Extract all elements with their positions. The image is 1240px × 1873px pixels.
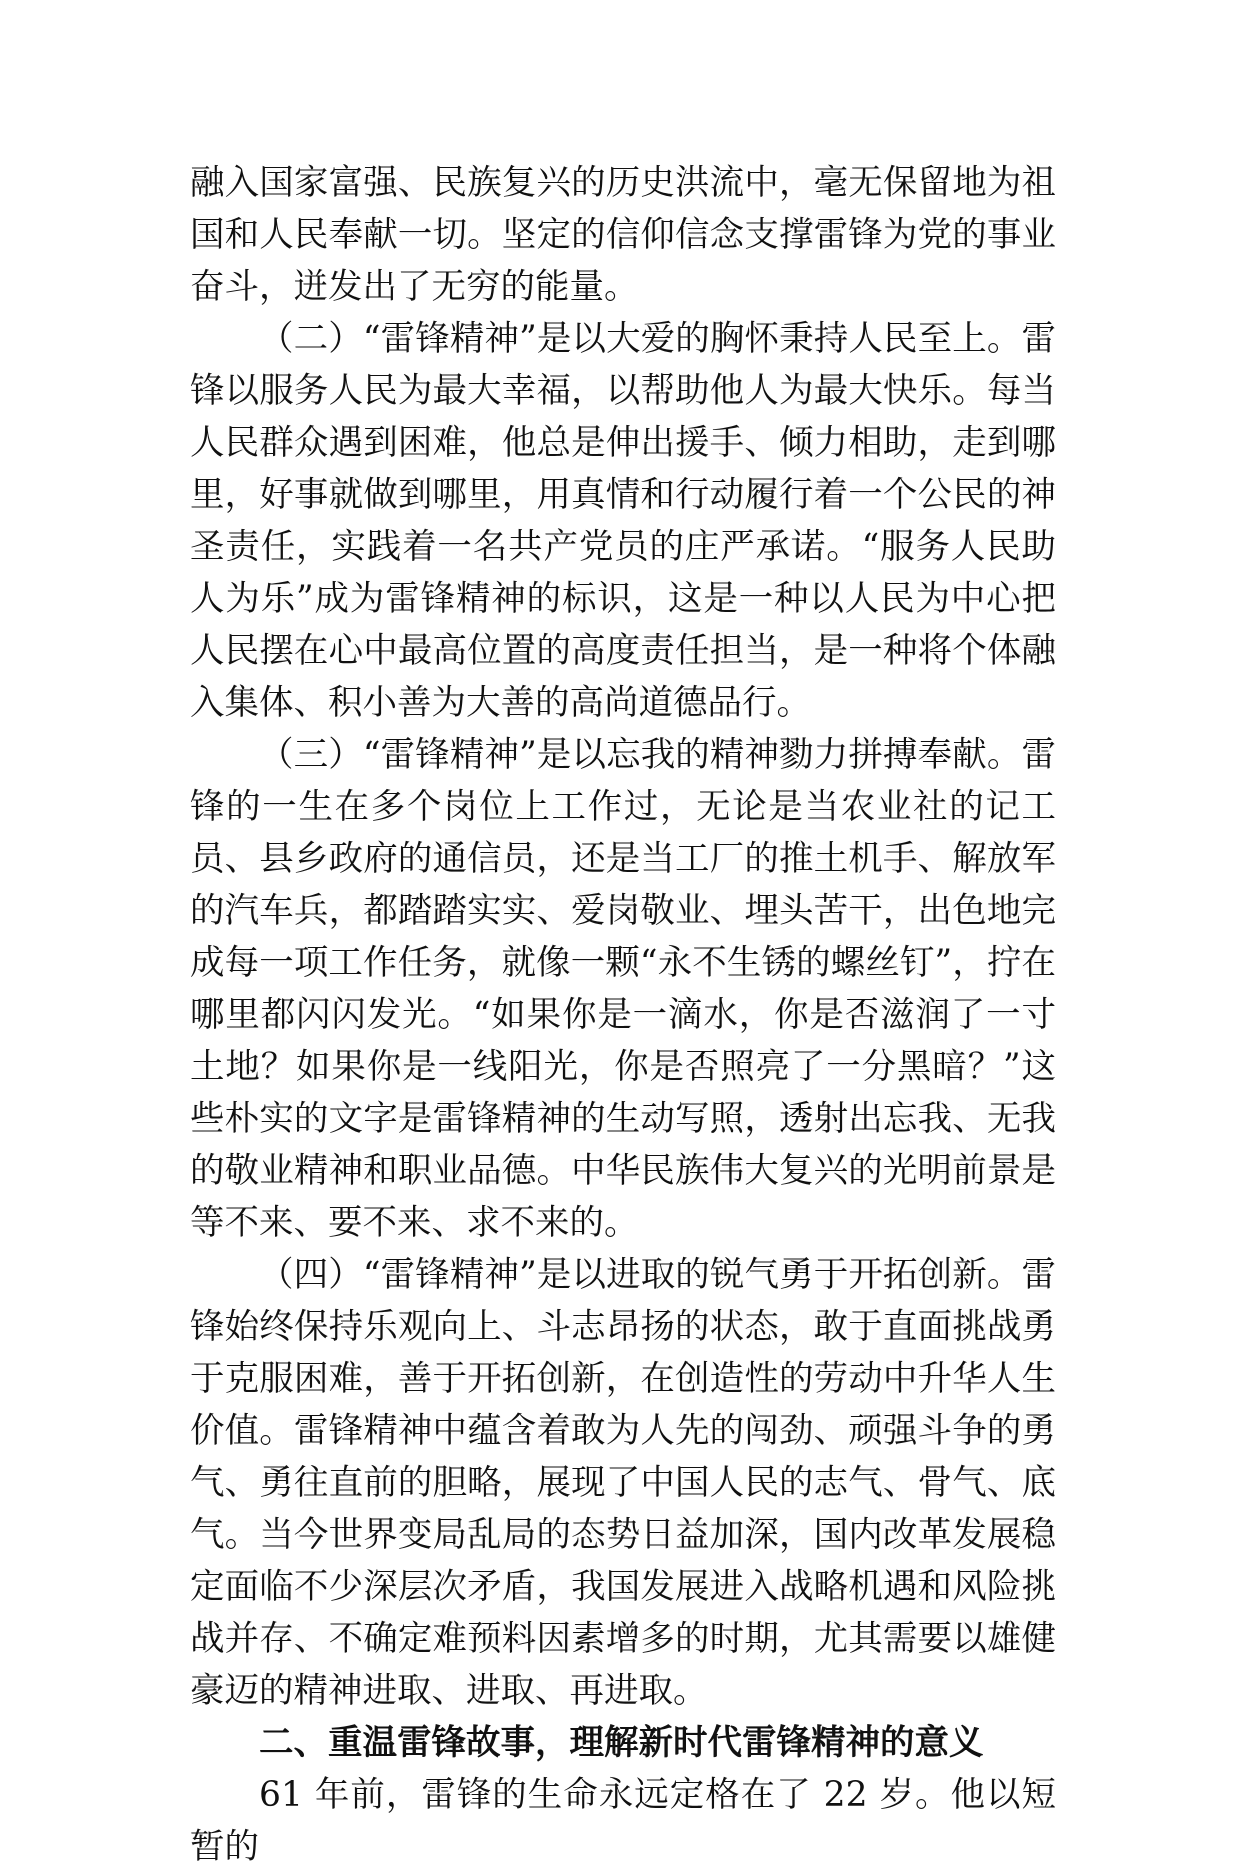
paragraph-continuation: 融入国家富强、民族复兴的历史洪流中，毫无保留地为祖国和人民奉献一切。坚定的信仰信念支撑雷锋为党的事业奋斗，迸发出了无穷的能量。	[190, 163, 1056, 307]
section-heading: 二、重温雷锋故事，理解新时代雷锋精神的意义	[259, 1723, 984, 1763]
paragraph-section-three: （三）“雷锋精神”是以忘我的精神勠力拼搏奉献。雷锋的一生在多个岗位上工作过，无论是当农业社的记工员、县乡政府的通信员，还是当工厂的推土机手、解放军的汽车兵，都踏踏实实、爱岗敬业、埋头苦干，出色地完成每一项工作任务，就像一颗“永不生锈的螺丝钉”，拧在哪里都闪闪发光。“如果你是一滴水，你是否滋润了一寸土地？如果你是一线阳光，你是否照亮了一分黑暗？”这些朴实的文字是雷锋精神的生动写照，透射出忘我、无我的敬业精神和职业品德。中华民族伟大复兴的光明前景是等不来、要不来、求不来的。	[190, 735, 1056, 1243]
paragraph-section-two: （二）“雷锋精神”是以大爱的胸怀秉持人民至上。雷锋以服务人民为最大幸福，以帮助他人为最大快乐。每当人民群众遇到困难，他总是伸出援手、倾力相助，走到哪里，好事就做到哪里，用真情和行动履行着一个公民的神圣责任，实践着一名共产党员的庄严承诺。“服务人民助人为乐”成为雷锋精神的标识，这是一种以人民为中心把人民摆在心中最高位置的高度责任担当，是一种将个体融入集体、积小善为大善的高尚道德品行。	[190, 319, 1056, 723]
document-page	[190, 157, 1056, 1873]
paragraph-intro: 61 年前，雷锋的生命永远定格在了 22 岁。他以短暂的	[190, 1775, 1056, 1867]
paragraph-section-four: （四）“雷锋精神”是以进取的锐气勇于开拓创新。雷锋始终保持乐观向上、斗志昂扬的状态，敢于直面挑战勇于克服困难，善于开拓创新，在创造性的劳动中升华人生价值。雷锋精神中蕴含着敢为人先的闯劲、顽强斗争的勇气、勇往直前的胆略，展现了中国人民的志气、骨气、底气。当今世界变局乱局的态势日益加深，国内改革发展稳定面临不少深层次矛盾，我国发展进入战略机遇和风险挑战并存、不确定难预料因素增多的时期，尤其需要以雄健豪迈的精神进取、进取、再进取。	[190, 1255, 1056, 1711]
